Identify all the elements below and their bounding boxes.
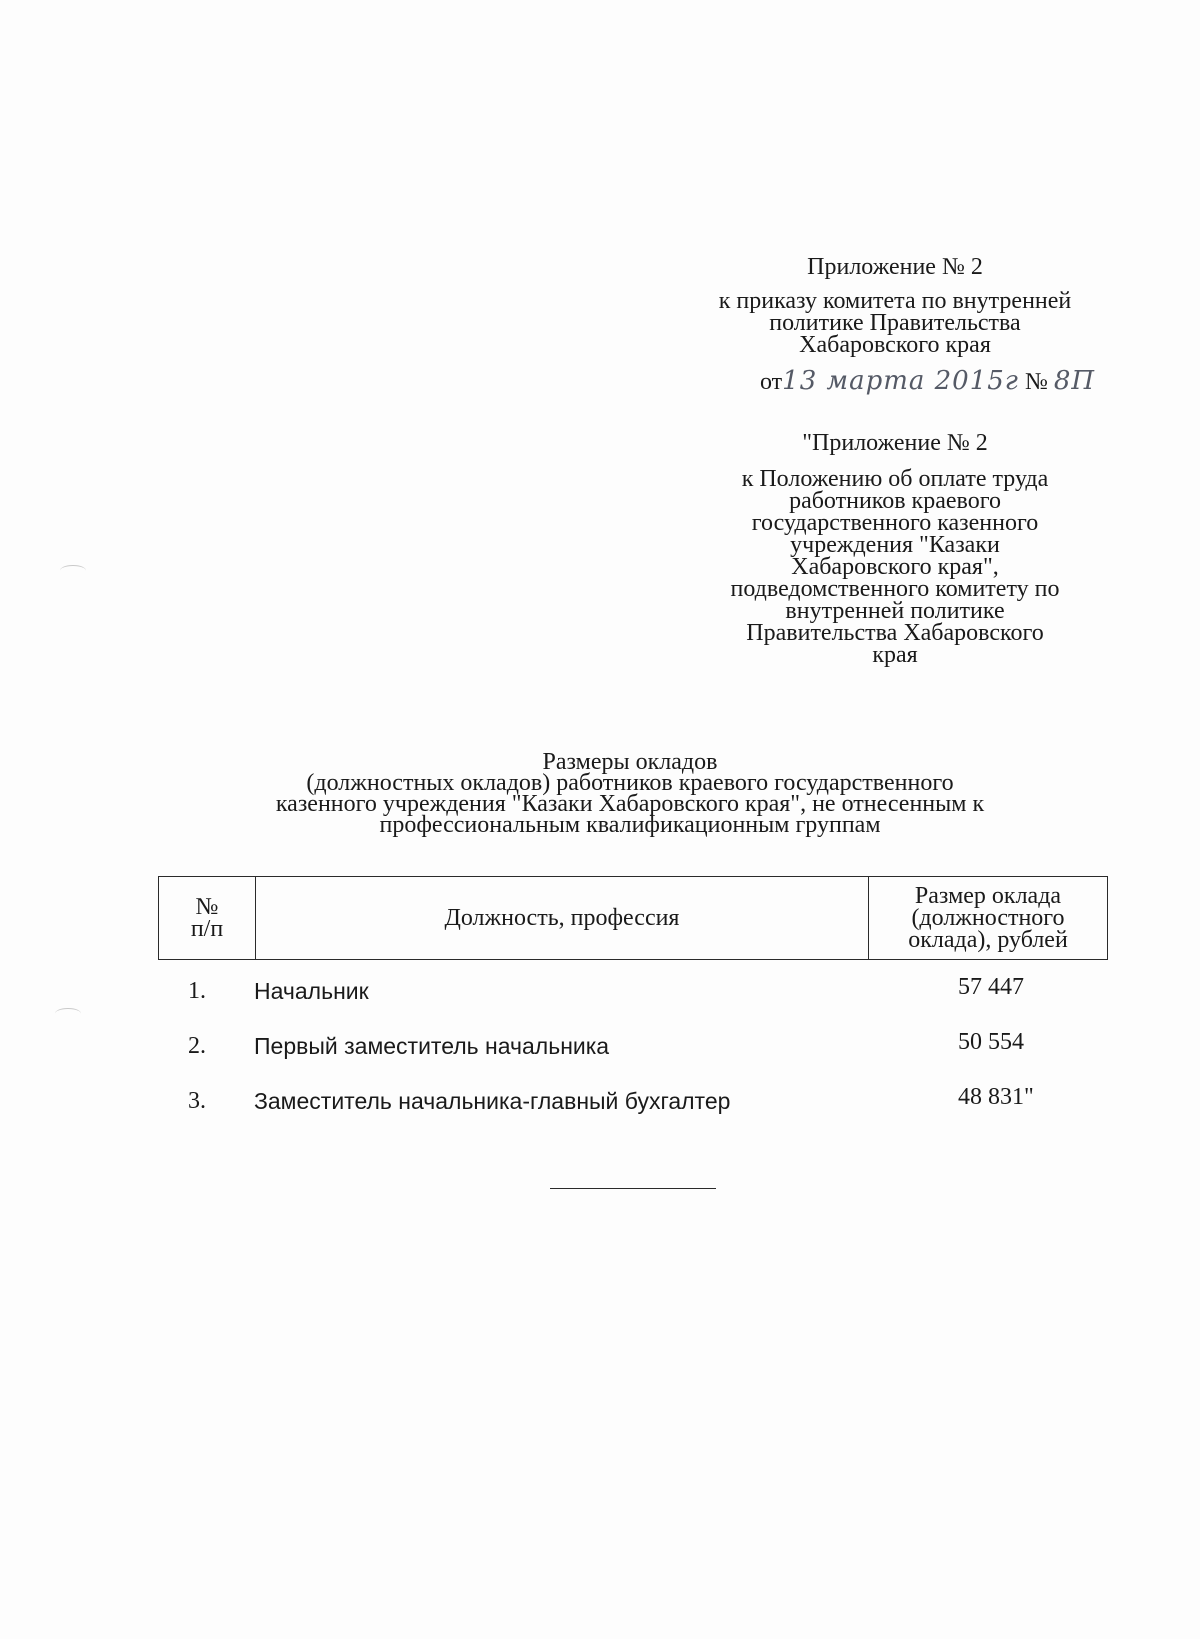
appendix-order-header	[660, 256, 1130, 356]
table-row	[158, 1029, 1108, 1063]
appendix-title: Приложение № 2	[807, 254, 983, 280]
row-number: 2.	[188, 1033, 206, 1059]
appendix-line: к Положению об оплате труда	[741, 466, 1049, 492]
handwritten-number: 8П	[1053, 366, 1096, 396]
number-label: №	[1024, 369, 1048, 395]
scan-artifact	[60, 565, 86, 576]
row-position: Заместитель начальника-главный бухгалтер	[254, 1088, 731, 1114]
appendix-line: учреждения "Казаки	[790, 532, 1000, 558]
table-row	[158, 1084, 1108, 1118]
appendix-line: работников краевого	[789, 488, 1001, 514]
title-line: (должностных окладов) работников краевого государственного	[306, 770, 954, 796]
header-salary-line: (должностного	[911, 905, 1065, 931]
appendix-line: внутренней политике	[785, 598, 1005, 624]
row-salary: 50 554	[958, 1029, 1024, 1055]
appendix-line: Правительства Хабаровского	[746, 620, 1044, 646]
header-number	[159, 877, 256, 960]
appendix-line: государственного казенного	[751, 510, 1039, 536]
date-prefix: от	[760, 369, 783, 395]
appendix-line: края	[872, 642, 918, 668]
header-number-line: п/п	[190, 916, 224, 942]
header-salary-line: Размер оклада	[914, 883, 1062, 909]
row-position: Начальник	[254, 978, 369, 1004]
appendix-line: Хабаровского края",	[791, 554, 999, 580]
order-date-number	[760, 368, 1120, 395]
title-line: Размеры окладов	[542, 749, 718, 775]
appendix-line: политике Правительства	[769, 310, 1021, 336]
row-salary: 48 831"	[958, 1084, 1034, 1110]
table-row	[158, 974, 1108, 1008]
salary-table-header	[158, 876, 1108, 960]
appendix-line: к приказу комитета по внутренней	[718, 288, 1072, 314]
row-salary: 57 447	[958, 974, 1024, 1000]
appendix-title: "Приложение № 2	[802, 430, 988, 456]
header-number-line: №	[195, 894, 219, 920]
header-salary	[869, 877, 1108, 960]
handwritten-date: 13 марта 2015г	[782, 366, 1019, 396]
document-title	[150, 749, 1110, 838]
row-position: Первый заместитель начальника	[254, 1033, 610, 1059]
table-header-row	[159, 877, 1108, 960]
header-position: Должность, профессия	[256, 877, 869, 960]
scan-artifact	[55, 1008, 81, 1019]
appendix-line: подведомственного комитету по	[730, 576, 1060, 602]
row-number: 3.	[188, 1088, 206, 1114]
title-line: профессиональным квалификационным группам	[379, 812, 881, 838]
appendix-line: Хабаровского края	[799, 332, 991, 358]
title-line: казенного учреждения "Казаки Хабаровского края", не отнесенным к	[275, 791, 985, 817]
header-salary-line: оклада), рублей	[908, 927, 1068, 953]
closing-divider	[550, 1188, 716, 1189]
appendix-regulation-header	[660, 432, 1130, 666]
row-number: 1.	[188, 978, 206, 1004]
